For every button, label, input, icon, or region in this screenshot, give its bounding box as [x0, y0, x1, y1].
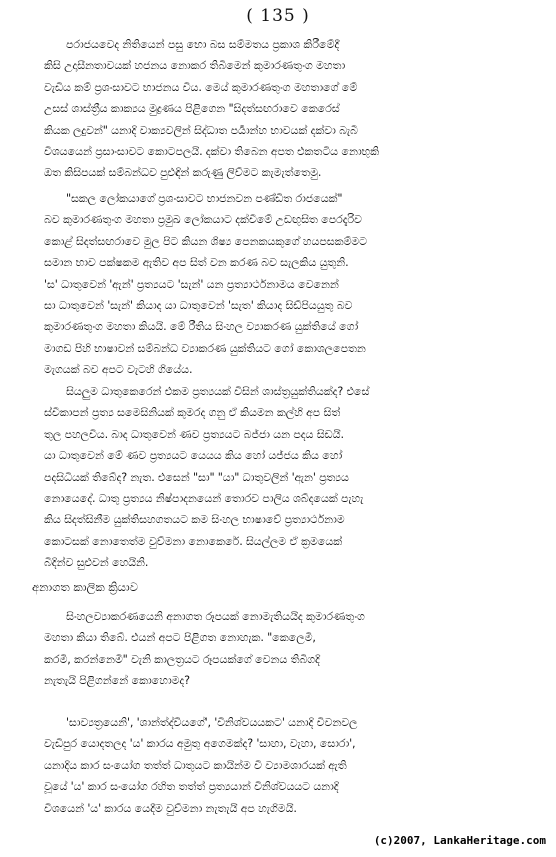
- paragraph-line: කිසි උදාසීනතාවයක් හජනය නොකර තිබීමෙන් කුමාරණතුංග මහතා: [44, 59, 346, 73]
- paragraph-line: "සකල ලෝකයාගේ ප්‍රශංසාවට භාජනවන පණ්ඩිත රාජයෙක්": [66, 192, 343, 205]
- paragraph-line: උසස් ශාස්ත්‍රීය කාක්‍යය මුද්‍රණය පිළිගෙන "සිදත්සඟරාවෙ කෙරෙස්: [44, 102, 340, 116]
- copyright-footer: (c)2007, LankaHeritage.com: [373, 834, 546, 847]
- paragraph-line: පරාජයවෙද නිතියෙන් පසු භො බස සම්මතය ප්‍රකාශ කිරීමේදී: [66, 38, 340, 51]
- paragraph-line: නැතැයි පිළිගන්නේ කොහොමද?: [44, 674, 190, 688]
- paragraph-line: යනාදිය කාර සංයෝග තත්ත් ධාතුයට කායින්ම වී ව්‍යාමශාරයක් ඇති: [44, 758, 347, 772]
- paragraph-line: විශයයෙන් ප්‍රසාංසාවට කොටපලයි. දක්වා තිබෙන අපත එකතටිය නොභුකි: [44, 145, 380, 159]
- paragraph-line: කොළ් සිදත්සඟරාවෙ මුල පිට කියන ශිෂ්‍ය පෙනකයකුගේ හයපසකම්මට: [44, 234, 367, 248]
- paragraph-line: වැඩිය කම් ප්‍රශංසාවට භාජනය විය. මෙය් කුමාරණතුංග මහතාගේ මේ: [44, 80, 358, 94]
- paragraph-line: ස්වීකාපන් ප්‍රත්‍ය සමෙසිනියක් කුමරද ගනු ඒ කියමන කල්හි අප සිත්: [44, 406, 341, 420]
- paragraph-line: මැගයක් බව අපට වැටහි ගියේය.: [44, 363, 193, 377]
- paragraph-4: [44, 606, 540, 692]
- paragraph-line: සමාන භාව පක්ෂකම ඇතිව අප සිත් වන කරණ බව සැලකිය යුතුනි.: [44, 256, 349, 270]
- paragraph-line: කරමි, කරන්නෙමි" වැනි කාලත්‍රයට රූපයක්ගේ වෙනය තිබිගදි: [44, 652, 320, 666]
- paragraph-line: 'ස' ධාතුවෙන් 'ඇන්' ප්‍රත්‍යයට 'සැන්' යන ප්‍රත්‍යාර්ථනාමය වෙනෙන්: [44, 277, 339, 291]
- paragraph-1: [44, 34, 540, 184]
- paragraph-line: වූයේ 'ය' කාර සංයෝග රහිත තත්ත් ප්‍රත්‍යයාන් විනිශ්වයයට යනාදි: [44, 780, 339, 794]
- paragraph-line: මාගඩ පිහි භාෂාවන් සම්බන්ධ ව්‍යාකරණ යුක්තියට ගෝ කොශලපෙතන: [44, 341, 366, 355]
- paragraph-line: පදසිධියක් තිබේද? නැත. එසෙන් "සා" "යා" ධාතුවලින් 'ඇන' ප්‍රත්‍යය: [44, 470, 349, 484]
- paragraph-line: තුල පහලවිය. බාද ධාතුවෙන් ණව ප්‍රත්‍යයට බජ්ජා යන පදය සිඩයි.: [44, 427, 344, 441]
- paragraph-line: නොයෙදේ. ධාතු ප්‍රත්‍යය නිෂ්පාදනයෙන් තොරව පාලිය ශබ්දයෙක් පැහැ: [44, 492, 364, 506]
- paragraph-2: [44, 188, 540, 381]
- paragraph-line: වැඩිපුර යොදතලද 'ය' කාරය අමුතු අගෙමක්ද? 'සාහා, වැහා, සොරා',: [44, 737, 356, 751]
- paragraph-line: කුමාරණතුංග මහතා කියයි. මේ රීතිය සිංහල ව්‍යාකරණ යුක්තියේ ගෝ: [44, 320, 359, 334]
- paragraph-line: සා ධාතුවෙන් 'සැන්' කියාද යා ධාතුවෙන් 'සැත' කියාද සිඩ්පියයුතු බව: [44, 299, 353, 313]
- paragraph-line: කොටසක් නොතෙත්ම වුව්මනා නොකෙරේ. සියල්ලම ඒ ක්‍රමයෙක්: [44, 534, 343, 548]
- paragraph-line: මහතා කියා තිබේ. එයන් අපට පිළිගත නොහැක. "කෙලෙමි,: [44, 631, 316, 645]
- paragraph-line: ඔත කිසිපයක් සම්බන්ධව පුළුඳින් කරුණු ලිව්මට කැමැත්තෙමු.: [44, 166, 322, 180]
- page-number: ( 135 ): [246, 6, 310, 26]
- paragraph-line: 'සාව්‍යත්‍රයෙනි', 'ශාන්ත්ද්වියගේ', 'විනිශ්වයයකට' යනාදි විවනවල: [66, 716, 358, 729]
- section-heading: අනාගත කාලික ක්‍රියාව: [32, 580, 138, 594]
- paragraph-5: [44, 712, 540, 819]
- paragraph-line: කිය සිදත්සිනීම යුක්තිසහගතයට කම සිංහල භාෂාවේ ප්‍රත්‍යාර්ථනාම: [44, 513, 345, 527]
- paragraph-line: බව කුමාරණතුංග මහතා ප්‍රමුඛ ලෝකයාට දක්වීමේ උඩඟුසිත පෙරදැරිව: [44, 213, 362, 227]
- paragraph-line: විශයෙන් 'ය' කාරය යෙදීම වුව්මනා නැතැයි අප හැගිමයි.: [44, 801, 297, 815]
- paragraph-line: සිංහලව්‍යාකරණයෙනි අනාගත රූපයක් නොමැතියයිද කුමාරණතුංග: [66, 610, 365, 623]
- paragraph-3: [44, 381, 540, 574]
- paragraph-line: යා ධාතුවෙන් මේ ණව ප්‍රත්‍යයට යෙයය කිය හෝ යජ්ජය කිය හෝ: [44, 449, 343, 463]
- paragraph-line: බිදින්ව සුළුවන් හෙයිනි.: [44, 556, 149, 570]
- paragraph-line: කියක ලදුවන්" යනාදි වාක්‍යවලින් සිද්ධාත පර්‍යාන්හ භාවයක් දක්වා බැබී: [44, 123, 358, 137]
- paragraph-line: සියලුම ධාතුකෙරෙන් එකම ප්‍රත්‍යයක් විසින් ශාස්ත්‍රයුක්තියක්ද? එසේ: [66, 385, 370, 398]
